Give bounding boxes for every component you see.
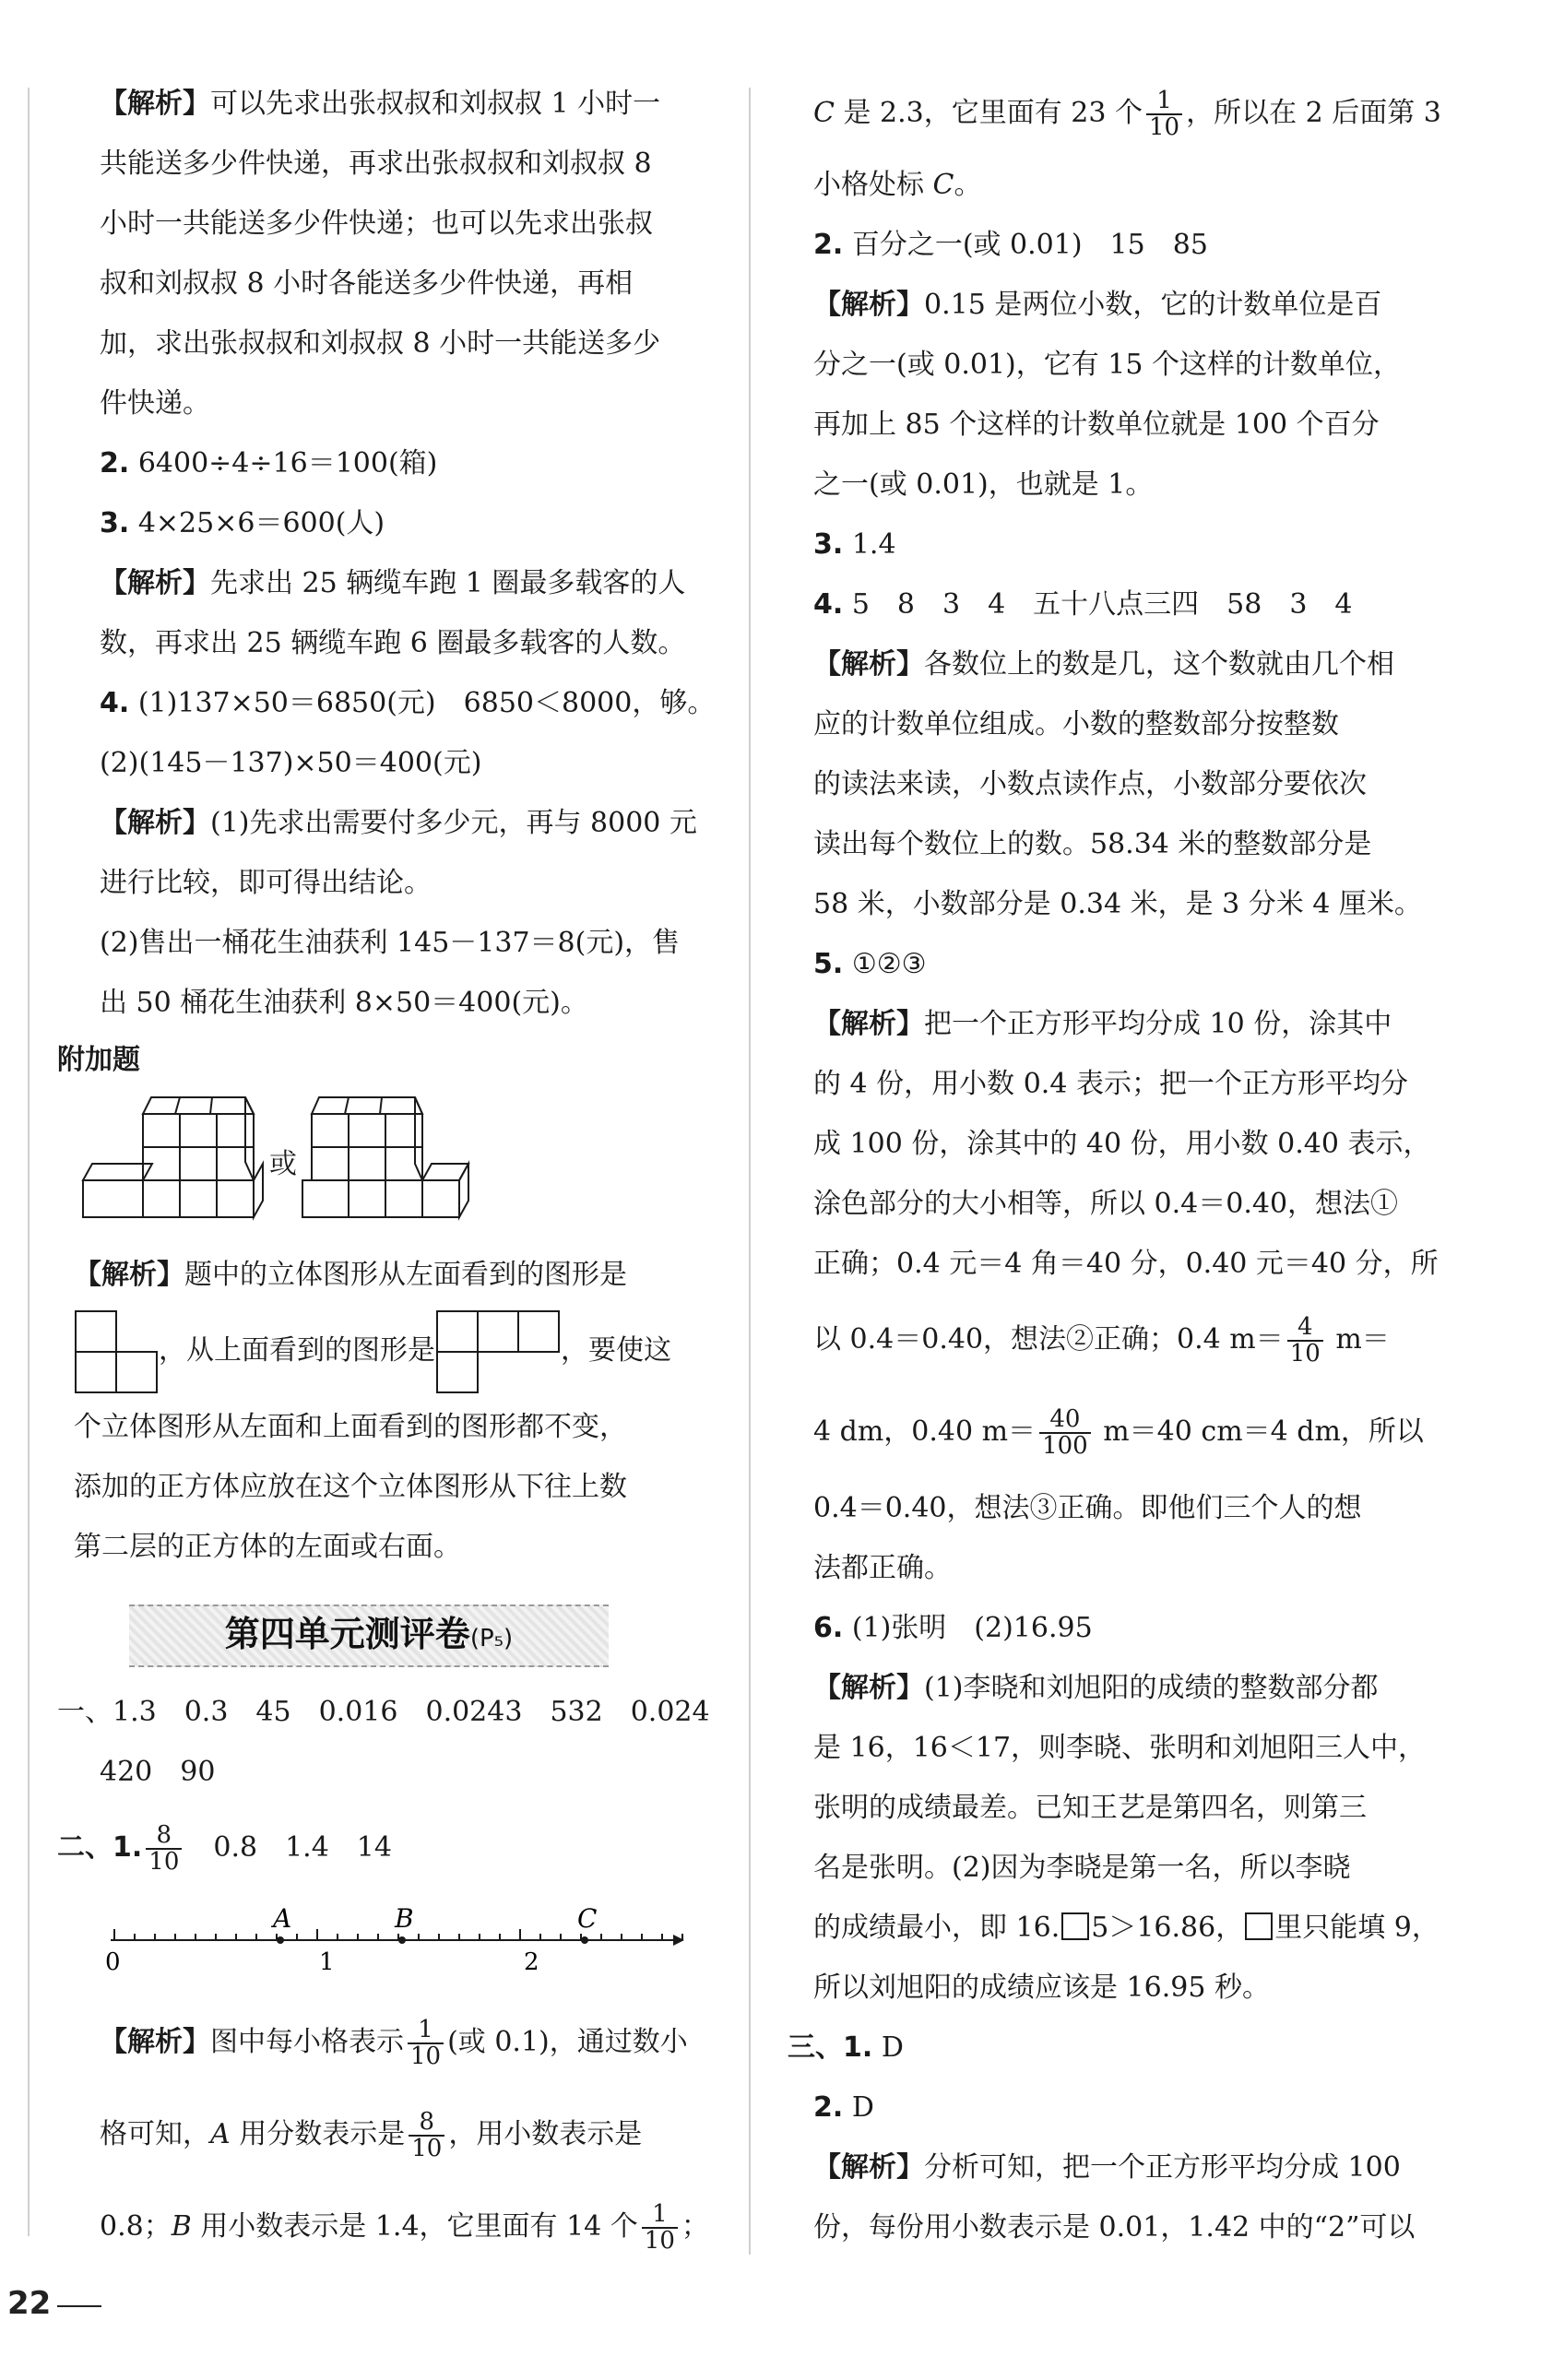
- analysis-tag: 【解析】: [100, 2026, 210, 2058]
- line-text: D: [843, 2091, 874, 2124]
- text-line: 件快递。: [100, 387, 210, 420]
- line-text: ，所以在 2 后面第 3: [1186, 97, 1441, 129]
- label-B: B: [395, 1903, 414, 1934]
- text-line: 成 100 份，涂其中的 40 份，用小数 0.40 表示，: [813, 1128, 1431, 1160]
- text-line: 58 米，小数部分是 0.34 米，是 3 分米 4 厘米。: [813, 888, 1422, 920]
- analysis-tag: 【解析】: [74, 1259, 184, 1291]
- text-line: 的 4 份，用小数 0.4 表示；把一个正方形平均分: [813, 1068, 1408, 1100]
- text-line: 法都正确。: [813, 1552, 952, 1584]
- line-text: (1)先求出需要付多少元，再与 8000 元: [210, 807, 697, 839]
- answer-line: [100, 493, 736, 553]
- line-text: ，要使这: [561, 1334, 671, 1367]
- analysis-tag: 【解析】: [813, 2151, 924, 2184]
- line-text: ，用小数表示是: [448, 2118, 643, 2150]
- line-text: 用分数表示是: [230, 2118, 406, 2150]
- line-text: 分析可知，把一个正方形平均分成 100: [924, 2151, 1401, 2184]
- analysis-tag: 【解析】: [100, 807, 210, 839]
- line-text: 里只能填 9，: [1274, 1912, 1440, 1944]
- answer-line: [813, 934, 1479, 994]
- text-line: [813, 1658, 1479, 1718]
- line-text: 格可知，: [100, 2118, 210, 2150]
- right-column: [788, 72, 1479, 2257]
- line-text: (或 0.1)，通过数小: [447, 2026, 688, 2058]
- text-line: 0.4＝0.40，想法③正确。即他们三个人的想: [813, 1492, 1362, 1524]
- point-ref: C: [932, 169, 954, 201]
- line-text: 各数位上的数是几，这个数就由几个相: [924, 648, 1394, 681]
- answer-line: [813, 515, 1479, 574]
- line-text: m＝40 cm＝4 dm，所以: [1094, 1415, 1424, 1448]
- text-line: 个立体图形从左面和上面看到的图形都不变，: [74, 1411, 627, 1443]
- item-number: 4.: [100, 687, 130, 719]
- line-text: 0.8 1.4 14: [185, 1831, 392, 1864]
- point-ref: B: [171, 2210, 192, 2243]
- blank-box: [1061, 1912, 1089, 1940]
- number-line: [101, 1900, 692, 1983]
- margin-rule: [28, 88, 30, 2236]
- tick-label-2: 2: [524, 1948, 539, 1976]
- text-line: [100, 793, 736, 853]
- point-C: [581, 1936, 588, 1944]
- item-number: 2.: [100, 447, 130, 480]
- text-line: 分之一(或 0.01)，它有 15 个这样的计数单位，: [813, 349, 1401, 381]
- text-line: 加，求出张叔叔和刘叔叔 8 小时一共能送多少: [100, 327, 661, 360]
- line-text: (1)李晓和刘旭阳的成绩的整数部分都: [924, 1672, 1379, 1704]
- item-number: 2.: [813, 229, 844, 261]
- left-column: [100, 74, 736, 1033]
- point-B: [398, 1936, 406, 1944]
- text-line: [813, 1386, 1479, 1478]
- line-text: ①②③: [843, 948, 927, 980]
- text-line: [100, 553, 736, 613]
- line-text: 可以先求出张叔叔和刘叔叔 1 小时一: [210, 88, 661, 120]
- label-A: A: [273, 1903, 292, 1934]
- line-text: 以 0.4＝0.40，想法②正确；0.4 m＝: [813, 1323, 1284, 1356]
- text-line: 份，每份用小数表示是 0.01，1.42 中的“2”可以: [813, 2211, 1416, 2244]
- line-text: 题中的立体图形从左面看到的图形是: [184, 1259, 627, 1291]
- fraction: $\frac{8}{10}$: [409, 2110, 444, 2162]
- column-divider: [749, 88, 751, 2255]
- unit-heading: [129, 1604, 609, 1669]
- text-line: 共能送多少件快递，再求出张叔叔和刘叔叔 8: [100, 148, 652, 180]
- line-text: 0.8；: [100, 2210, 172, 2243]
- text-line: 应的计数单位组成。小数的整数部分按整数: [813, 708, 1339, 740]
- line-text: 1.4: [843, 528, 896, 561]
- line-text: 百分之一(或 0.01) 15 85: [843, 229, 1208, 261]
- text-line: [100, 74, 736, 134]
- fraction: $\frac{1}{10}$: [1146, 89, 1182, 141]
- text-line: 之一(或 0.01)，也就是 1。: [813, 468, 1154, 501]
- text-line: 进行比较，即可得出结论。: [100, 867, 432, 899]
- text-line: 小时一共能送多少件快递；也可以先求出张叔: [100, 207, 653, 240]
- item-number: 2.: [813, 2091, 844, 2124]
- line-text: 小格处标: [813, 169, 933, 201]
- line-text: 6400÷4÷16＝100(箱): [129, 447, 438, 480]
- text-line: [813, 634, 1479, 694]
- line-text: 的成绩最小，即 16.: [813, 1912, 1060, 1944]
- unit-title: 第四单元测评卷: [224, 1614, 470, 1654]
- text-line: [100, 2181, 745, 2273]
- top-view-figure: [435, 1309, 561, 1394]
- point-ref: C: [813, 97, 835, 129]
- answer-line: 420 90: [100, 1756, 216, 1788]
- answer-line: [788, 2018, 1479, 2078]
- fraction: $\frac{1}{10}$: [642, 2202, 678, 2255]
- item-number: 4.: [813, 588, 844, 621]
- text-line: 叔和刘叔叔 8 小时各能送多少件快递，再相: [100, 267, 634, 300]
- line-text: 用小数表示是 1.4，它里面有 14 个: [191, 2210, 638, 2243]
- answer-line: [813, 574, 1479, 634]
- answer-line: 一、1.3 0.3 45 0.016 0.0243 532 0.024: [57, 1696, 710, 1728]
- line-text: 5 8 3 4 五十八点三四 58 3 4: [843, 588, 1353, 621]
- text-line: 第二层的正方体的左面或右面。: [74, 1531, 461, 1563]
- answer-line: [813, 215, 1479, 275]
- text-line: 涂色部分的大小相等，所以 0.4＝0.40，想法①: [813, 1188, 1399, 1220]
- text-line: [74, 1305, 738, 1397]
- item-number: 3.: [813, 528, 844, 561]
- text-line: 出 50 桶花生油获利 8×50＝400(元)。: [100, 987, 588, 1019]
- item-number: 6.: [813, 1612, 844, 1644]
- text-line: 数，再求出 25 辆缆车跑 6 圈最多载客的人数。: [100, 627, 686, 659]
- fraction: $\frac{4}{10}$: [1287, 1315, 1323, 1368]
- page-number-dash: [57, 2305, 101, 2307]
- fraction: $\frac{1}{10}$: [408, 2018, 444, 2070]
- answer-line: [813, 2078, 1479, 2137]
- text-line: [813, 72, 1479, 155]
- fraction: $\frac{40}{100}$: [1039, 1407, 1091, 1460]
- analysis-tag: 【解析】: [813, 289, 924, 321]
- answer-line: [100, 673, 736, 733]
- line-text: (1)137×50＝6850(元) 6850＜8000，够。: [129, 687, 716, 719]
- analysis-tag: 【解析】: [813, 1008, 924, 1040]
- item-number: 三、1.: [788, 2031, 873, 2064]
- text-line: [813, 155, 1479, 215]
- text-line: 再加上 85 个这样的计数单位就是 100 个百分: [813, 409, 1380, 441]
- text-line: [813, 994, 1479, 1054]
- item-number: 5.: [813, 948, 844, 980]
- line-text: 。: [954, 169, 982, 201]
- line-text: 4 dm，0.40 m＝: [813, 1415, 1037, 1448]
- line-text: 5＞16.86，: [1091, 1912, 1244, 1944]
- unit-answers: [57, 1682, 740, 1894]
- text-line: [100, 1996, 745, 2089]
- line-text: D: [872, 2031, 904, 2064]
- line-text: 图中每小格表示: [210, 2026, 404, 2058]
- line-text: (1)张明 (2)16.95: [843, 1612, 1093, 1644]
- text-line: 的读法来读，小数点读作点，小数部分要依次: [813, 768, 1367, 800]
- cube-figure-left: [83, 1097, 263, 1217]
- line-text: 0.15 是两位小数，它的计数单位是百: [924, 289, 1382, 321]
- tick-label-1: 1: [319, 1948, 335, 1976]
- unit-page-ref: (P₅): [469, 1625, 514, 1652]
- point-ref: A: [210, 2118, 231, 2150]
- point-A: [277, 1936, 284, 1944]
- text-line: [74, 1245, 738, 1305]
- line-text: 先求出 25 辆缆车跑 1 圈最多载客的人: [210, 567, 686, 599]
- line-text: ，从上面看到的图形是: [159, 1334, 435, 1367]
- or-label: 或: [269, 1148, 297, 1180]
- label-C: C: [577, 1903, 598, 1934]
- line-text: 把一个正方形平均分成 10 份，涂其中: [924, 1008, 1392, 1040]
- text-line: [813, 1898, 1479, 1958]
- cube-figure-right: [302, 1097, 468, 1217]
- analysis-tag: 【解析】: [100, 88, 210, 120]
- analysis-tag: 【解析】: [813, 1672, 924, 1704]
- blank-box: [1245, 1912, 1273, 1940]
- text-line: 所以刘旭阳的成绩应该是 16.95 秒。: [813, 1971, 1270, 2004]
- item-number: 3.: [100, 507, 130, 539]
- text-line: [813, 2137, 1479, 2197]
- text-line: [813, 1294, 1479, 1386]
- text-line: 是 16，16＜17，则李晓、张明和刘旭阳三人中，: [813, 1732, 1427, 1764]
- left-view-figure: [74, 1309, 159, 1394]
- line-text: ；: [681, 2210, 709, 2243]
- analysis-tag: 【解析】: [100, 567, 210, 599]
- answer-line: [813, 1598, 1479, 1658]
- extra-problem-title: 附加题: [57, 1044, 140, 1076]
- text-line: [813, 275, 1479, 335]
- text-line: (2)售出一桶花生油获利 145－137＝8(元)，售: [100, 927, 681, 959]
- text-line: 添加的正方体应放在这个立体图形从下往上数: [74, 1471, 627, 1503]
- page-number: 22: [7, 2285, 52, 2322]
- answer-line: [100, 433, 736, 493]
- line-text: 是 2.3，它里面有 23 个: [834, 97, 1143, 129]
- analysis-tag: 【解析】: [813, 648, 924, 681]
- text-line: 名是张明。(2)因为李晓是第一名，所以李晓: [813, 1852, 1351, 1884]
- answer-line: (2)(145－137)×50＝400(元): [100, 747, 482, 779]
- answer-line: [57, 1802, 740, 1894]
- line-text: m＝: [1326, 1323, 1390, 1356]
- text-line: 读出每个数位上的数。58.34 米的整数部分是: [813, 828, 1372, 860]
- text-line: 张明的成绩最差。已知王艺是第四名，则第三: [813, 1792, 1367, 1824]
- text-line: 正确；0.4 元＝4 角＝40 分，0.40 元＝40 分，所: [813, 1248, 1439, 1280]
- extra-analysis: [74, 1245, 738, 1577]
- line-text: 4×25×6＝600(人): [129, 507, 385, 539]
- fraction: $\frac{8}{10}$: [146, 1823, 182, 1876]
- tick-label-0: 0: [105, 1948, 121, 1976]
- item-number: 二、1.: [57, 1831, 143, 1864]
- number-line-analysis: [100, 1996, 745, 2273]
- text-line: [100, 2089, 745, 2181]
- cube-figures: [74, 1088, 498, 1236]
